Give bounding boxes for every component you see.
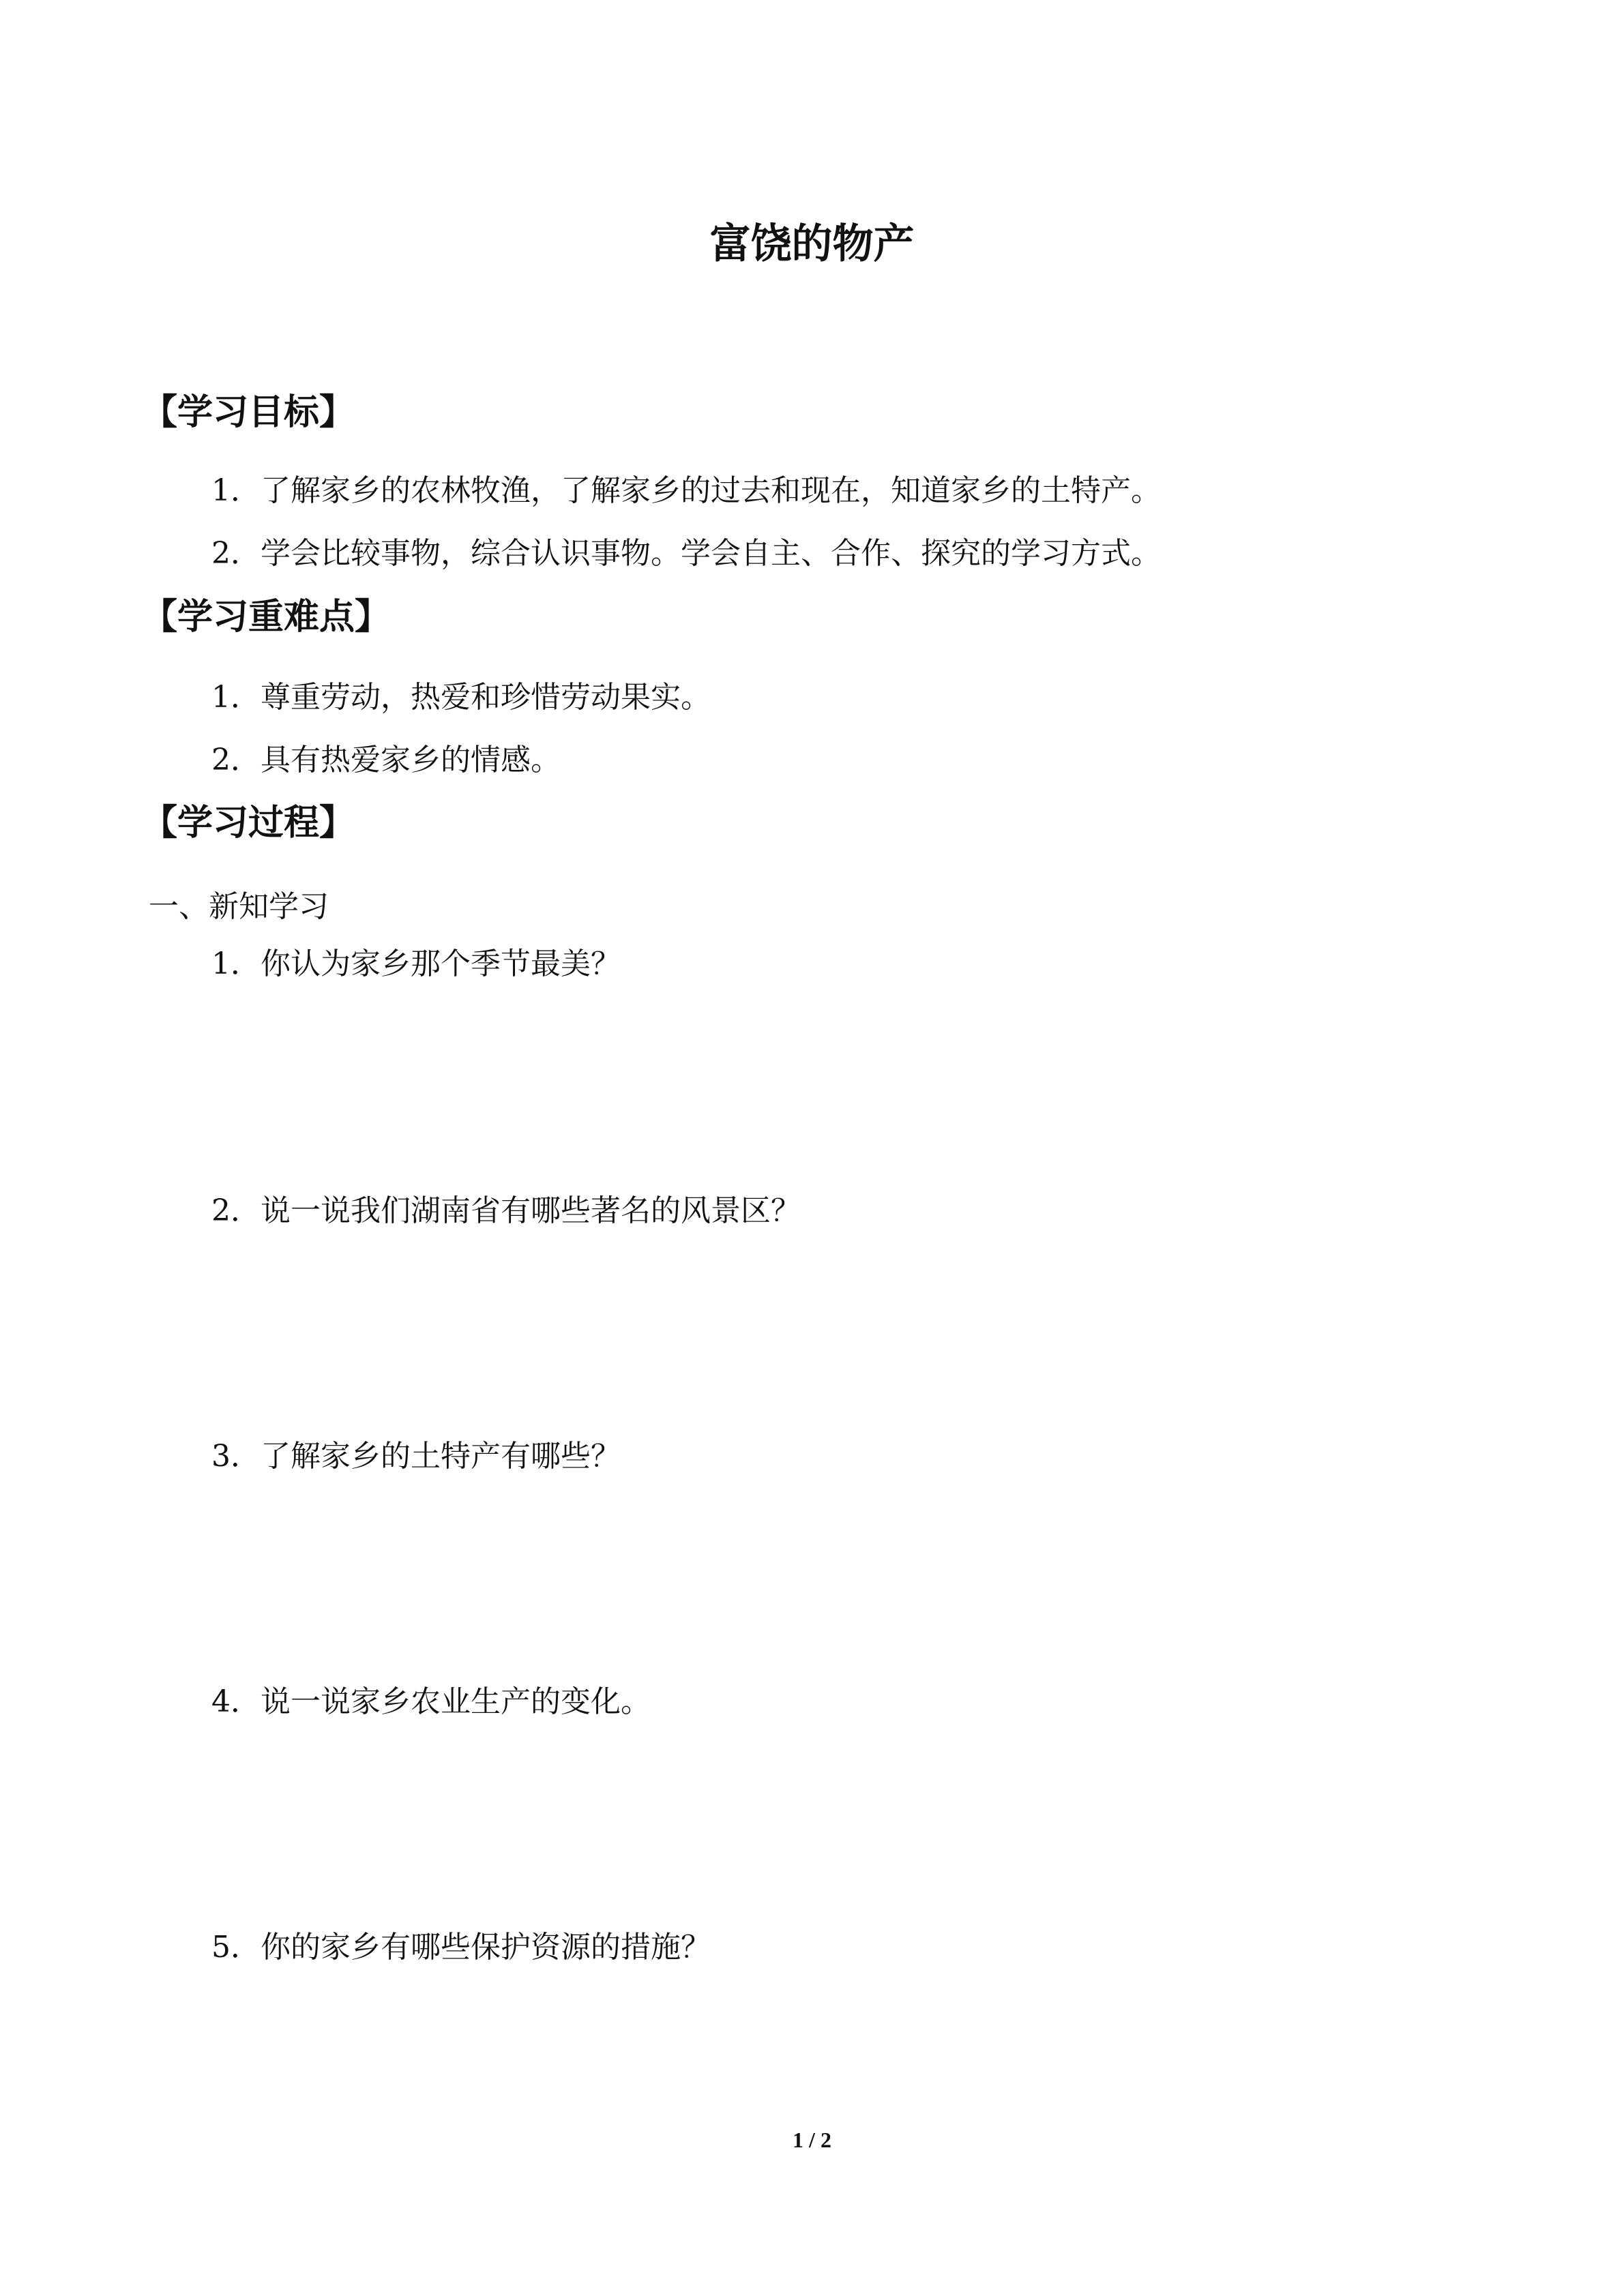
section-heading-key-points: 【学习重难点】 (142, 597, 391, 638)
section-heading-process: 【学习过程】 (142, 803, 355, 844)
process-subheading: 一、新知学习 (149, 889, 329, 924)
question-4: 4．说一说家乡农业生产的变化。 (211, 1684, 651, 1719)
section-heading-goals: 【学习目标】 (142, 392, 355, 433)
document-title: 富饶的物产 (709, 220, 915, 268)
goal-item-2: 2．学会比较事物，综合认识事物。学会自主、合作、探究的学习方式。 (211, 536, 1161, 571)
question-1: 1．你认为家乡那个季节最美？ (211, 946, 621, 981)
goal-item-1: 1．了解家乡的农林牧渔，了解家乡的过去和现在，知道家乡的土特产。 (211, 473, 1161, 508)
question-5: 5．你的家乡有哪些保护资源的措施？ (211, 1930, 711, 1965)
key-point-item-1: 1．尊重劳动，热爱和珍惜劳动果实。 (211, 680, 711, 715)
question-3: 3．了解家乡的土特产有哪些？ (211, 1439, 621, 1474)
question-2: 2．说一说我们湖南省有哪些著名的风景区？ (211, 1193, 801, 1228)
key-point-item-2: 2．具有热爱家乡的情感。 (211, 743, 561, 777)
page-number: 1 / 2 (793, 2128, 831, 2152)
